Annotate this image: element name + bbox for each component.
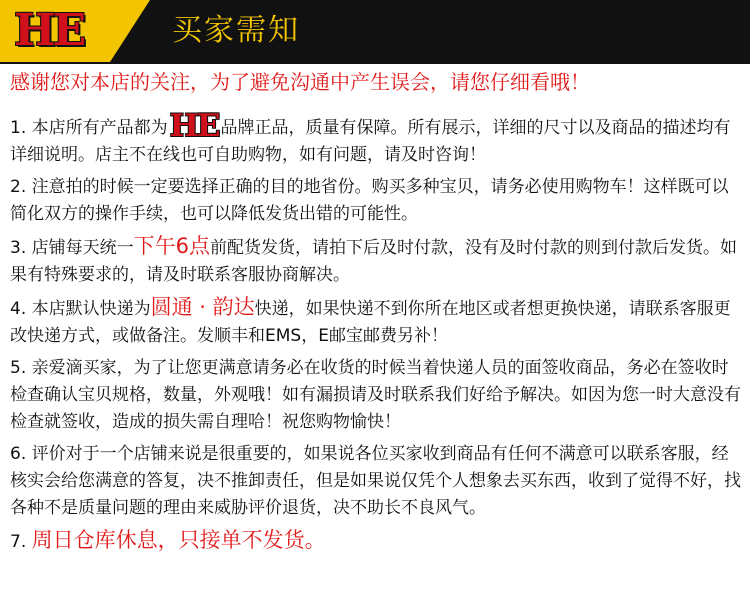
header-divider — [0, 62, 750, 64]
brand-logo-inline: HE — [169, 108, 219, 144]
notice-item-1-text-a: 1. 本店所有产品都为 — [10, 118, 168, 138]
intro-notice: 感谢您对本店的关注，为了避免沟通中产生误会，请您仔细看哦！ — [10, 70, 590, 94]
notice-item-7 — [10, 527, 745, 556]
header-bar — [0, 0, 750, 62]
notice-item-1 — [10, 108, 745, 169]
notice-item-4 — [10, 294, 745, 350]
brand-logo: HE — [14, 5, 84, 56]
notice-item-7-text-a: 7. — [10, 532, 32, 552]
page-title: 买家需知 — [172, 13, 300, 48]
notice-item-4-text-a: 4. 本店默认快递为 — [10, 299, 151, 319]
notice-item-3-text-b: 前配货发货，请拍下后及时付款，没有及时付款的则到付款后发货。如果有特殊要求的，请及时联系客服协商解决。 — [10, 238, 737, 285]
notice-list — [10, 108, 745, 561]
notice-item-1-text-b: 品牌正品，质量有保障。所有展示，详细的尺寸以及商品的描述均有详细说明。店主不在线也可自助购物，如有问题，请及时咨询！ — [10, 118, 731, 165]
sunday-notice-highlight: 周日仓库休息，只接单不发货。 — [31, 528, 326, 552]
shipping-time-highlight: 下午6点 — [133, 234, 210, 258]
notice-item-6: 6. 评价对于一个店铺来说是很重要的，如果说各位买家收到商品有任何不满意可以联系客服，经核实会给您满意的答复，决不推卸责任，但是如果说仅凭个人想象去买东西，收到了觉得不好，找各种不是质量问题的理由来威胁评价退货，决不助长不良风气。 — [10, 444, 741, 518]
notice-item-3 — [10, 233, 745, 289]
notice-item-4-text-b: 快递，如果快递不到你所在地区或者想更换快递，请联系客服更改快递方式，或做备注。发顺丰和EMS，E邮宝邮费另补！ — [10, 299, 731, 346]
notice-item-3-text-a: 3. 店铺每天统一 — [10, 238, 134, 258]
courier-highlight: 圆通 · 韵达 — [150, 295, 255, 319]
notice-item-2: 2. 注意拍的时候一定要选择正确的目的地省份。购买多种宝贝，请务必使用购物车！这样既可以简化双方的操作手续，也可以降低发货出错的可能性。 — [10, 177, 729, 224]
notice-item-5: 5. 亲爱滴买家，为了让您更满意请务必在收货的时候当着快递人员的面签收商品，务必在签收时检查确认宝贝规格，数量，外观哦！如有漏损请及时联系我们好给予解决。如因为您一时大意没有检查就签收，造成的损失需自理哈！祝您购物愉快！ — [10, 358, 741, 432]
